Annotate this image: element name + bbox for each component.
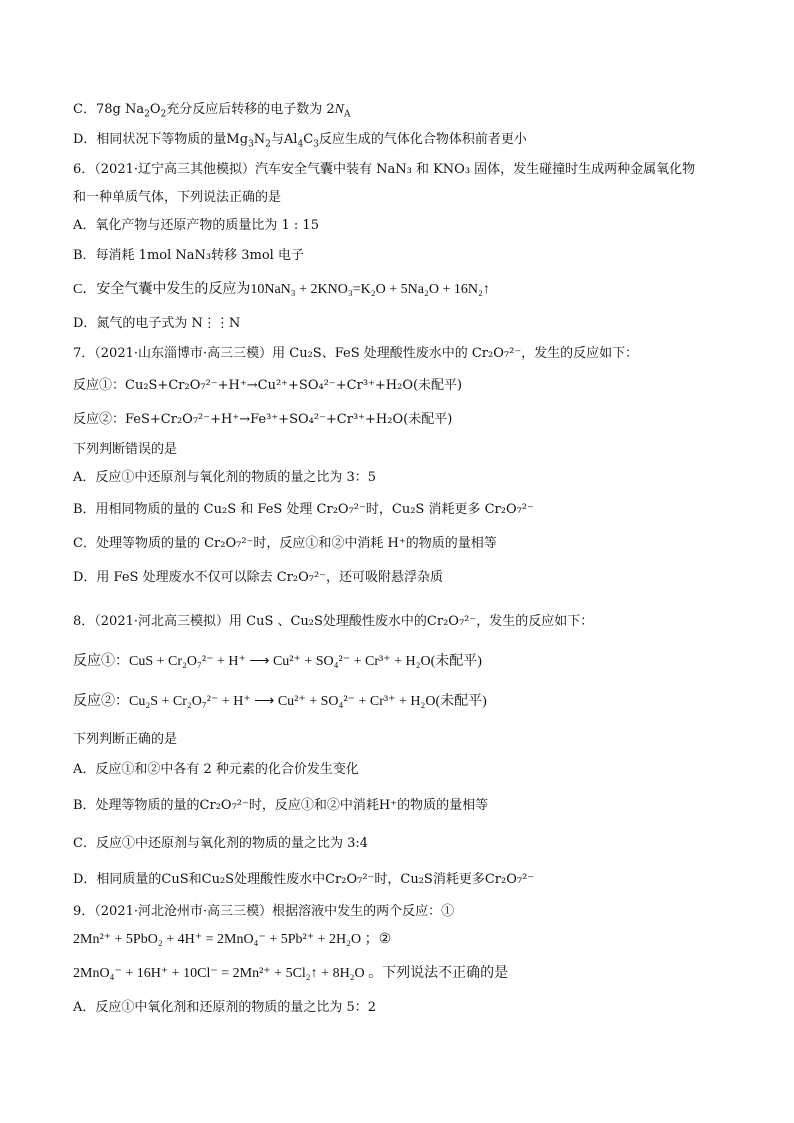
q6-option-b: B．每消耗 1mol NaN₃转移 3mol 电子 bbox=[73, 248, 304, 263]
q8-option-d: D．相同质量的CuS和Cu₂S处理酸性废水中Cr₂O₇²⁻时，Cu₂S消耗更多Cr₂O₇²⁻ bbox=[73, 872, 535, 887]
q8-option-b: B．处理等物质的量的Cr₂O₇²⁻时，反应①和②中消耗H⁺的物质的量相等 bbox=[73, 798, 489, 813]
q7-question: 下列判断错误的是 bbox=[73, 442, 178, 457]
q6-stem-line2: 和一种单质气体，下列说法正确的是 bbox=[73, 190, 282, 205]
q7-stem: 7．（2021·山东淄博市·高三三模）用 Cu₂S、FeS 处理酸性废水中的 Cr₂O₇²⁻，发生的反应如下： bbox=[73, 346, 639, 361]
q5-option-c: C．78g $Na_2O_2$充分反应后转移的电子数为 $2N_A$ bbox=[73, 102, 351, 120]
q6-stem-line1: 6．（2021·辽宁高三其他模拟）汽车安全气囊中装有 NaN₃ 和 KNO₃ 固体，发生碰撞时生成两种金属氧化物 bbox=[73, 162, 696, 177]
q7-reaction-1: 反应①：Cu₂S+Cr₂O₇²⁻+H⁺→Cu²⁺+SO₄²⁻+Cr³⁺+H₂O(未配平) bbox=[73, 378, 463, 393]
q9-equation-1: 2Mn²⁺ + 5PbO₂ + 4H⁺ = 2MnO₄⁻ + 5Pb²⁺ + 2H₂O ；② bbox=[73, 932, 392, 947]
q8-reaction-2: 反应②：Cu₂S + Cr₂O₇²⁻ + H⁺ ⟶ Cu²⁺ + SO₄²⁻ + Cr³⁺ + H₂O(未配平) bbox=[73, 694, 487, 709]
q8-option-a: A．反应①和②中各有 2 种元素的化合价发生变化 bbox=[73, 762, 359, 777]
q6-option-a: A．氧化产物与还原产物的质量比为 1 : 15 bbox=[73, 218, 319, 233]
q9-equation-2: 2MnO₄⁻ + 16H⁺ + 10Cl⁻ = 2Mn²⁺ + 5Cl₂↑ + 8H₂O 。下列说法不正确的是 bbox=[73, 966, 509, 981]
q6-option-d: D．氮气的电子式为 N⋮⋮N bbox=[73, 316, 241, 331]
q7-option-b: B．用相同物质的量的 Cu₂S 和 FeS 处理 Cr₂O₇²⁻时，Cu₂S 消耗更多 Cr₂O₇²⁻ bbox=[73, 502, 534, 517]
q7-option-c: C．处理等物质的量的 Cr₂O₇²⁻时，反应①和②中消耗 H⁺的物质的量相等 bbox=[73, 536, 497, 551]
q9-stem: 9．（2021·河北沧州市·高三三模）根据溶液中发生的两个反应：① bbox=[73, 904, 455, 919]
q7-option-d: D．用 FeS 处理废水不仅可以除去 Cr₂O₇²⁻，还可吸附悬浮杂质 bbox=[73, 570, 444, 585]
q7-option-a: A．反应①中还原剂与氧化剂的物质的量之比为 3：5 bbox=[73, 470, 377, 485]
q7-reaction-2: 反应②：FeS+Cr₂O₇²⁻+H⁺→Fe³⁺+SO₄²⁻+Cr³⁺+H₂O(未配平) bbox=[73, 412, 453, 427]
q8-stem: 8．（2021·河北高三模拟）用 CuS 、Cu₂S处理酸性废水中的Cr₂O₇²⁻，发生的反应如下： bbox=[73, 614, 594, 629]
q8-question: 下列判断正确的是 bbox=[73, 732, 178, 747]
q8-reaction-1: 反应①：CuS + Cr₂O₇²⁻ + H⁺ ⟶ Cu²⁺ + SO₄²⁻ + Cr³⁺ + H₂O(未配平) bbox=[73, 654, 482, 669]
q5-option-d: D．相同状况下等物质的量$Mg_3N_2$与$Al_4C_3$反应生成的气体化合物体积前者更小 bbox=[73, 132, 527, 150]
q9-option-a: A．反应①中氧化剂和还原剂的物质的量之比为 5：2 bbox=[73, 1000, 377, 1015]
q6-option-c: C．安全气囊中发生的反应为10NaN₃ + 2KNO₃=K₂O + 5Na₂O + 16N₂↑ bbox=[73, 282, 490, 297]
q8-option-c: C．反应①中还原剂与氧化剂的物质的量之比为 3:4 bbox=[73, 836, 369, 851]
